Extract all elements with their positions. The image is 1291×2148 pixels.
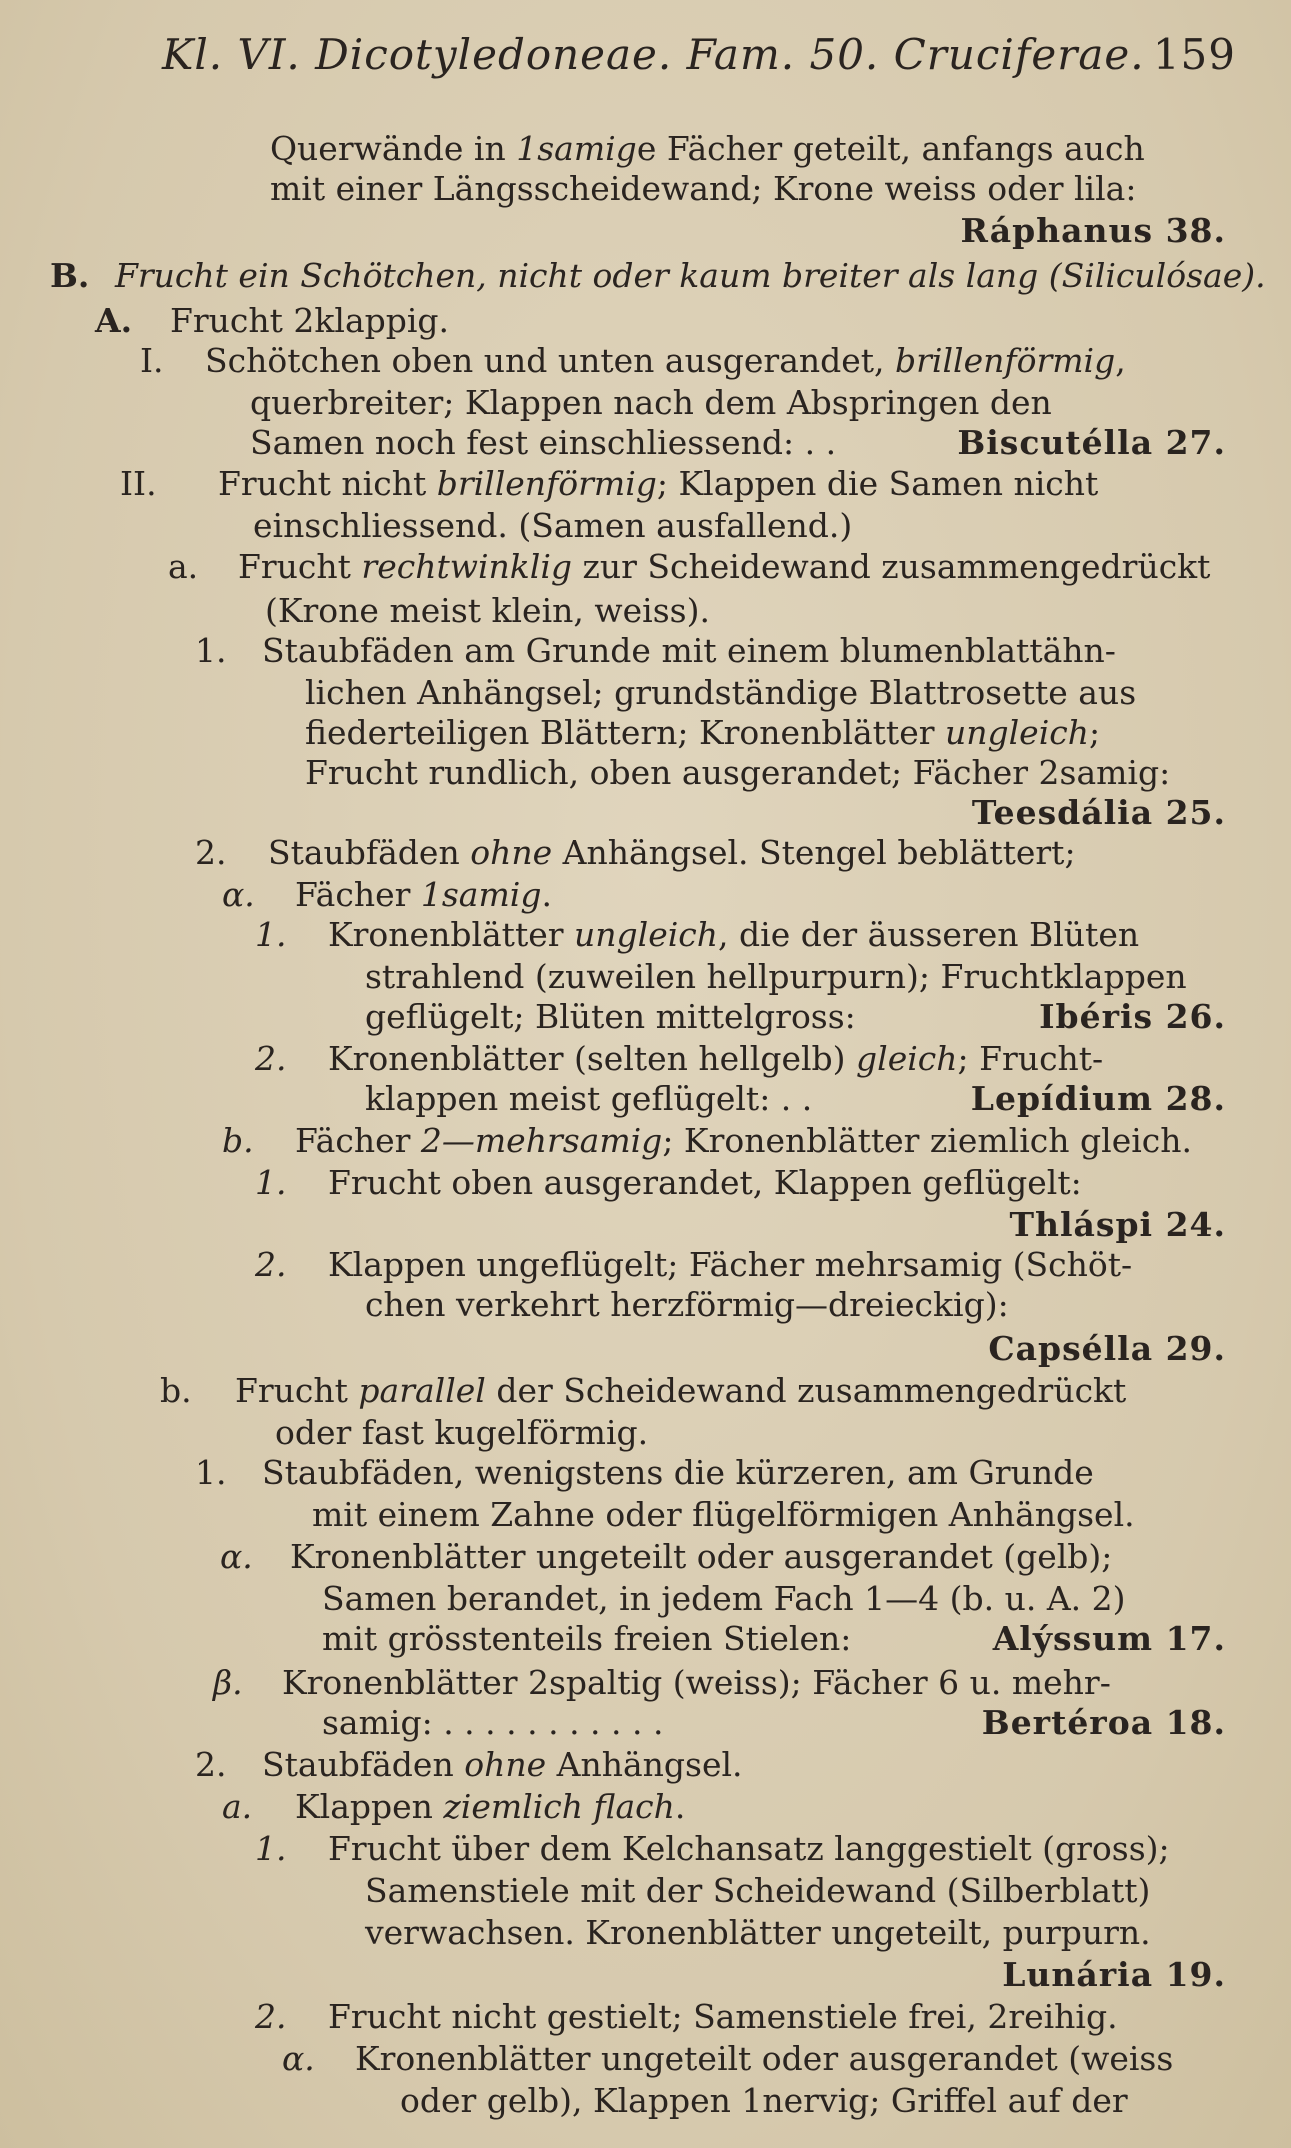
line-text: mit grösstenteils freien Stielen:	[322, 1619, 852, 1658]
line-text: fiederteiligen Blättern; Kronenblätter ungleich;	[305, 713, 1101, 752]
line-marker: 1.	[255, 915, 287, 954]
text-line	[0, 712, 1226, 754]
text-line	[0, 382, 1226, 424]
line-text: (Krone meist klein, weiss).	[265, 591, 710, 630]
line-marker: β.	[213, 1663, 243, 1702]
line-text: Frucht rechtwinklig zur Scheidewand zusammengedrückt	[238, 547, 1211, 586]
text-line	[0, 546, 1226, 588]
line-text: Staubfäden ohne Anhängsel. Stengel beblättert;	[268, 833, 1076, 872]
line-marker: α.	[220, 1537, 253, 1576]
genus-reference: Ráphanus 38.	[960, 211, 1226, 250]
text-line	[0, 1204, 1226, 1246]
text-line	[0, 1078, 1226, 1120]
line-marker: 1.	[255, 1163, 287, 1202]
text-line	[0, 128, 1226, 170]
genus-reference: Thláspi 24.	[1009, 1205, 1226, 1244]
line-text: chen verkehrt herzförmig—dreieckig):	[365, 1285, 1009, 1324]
text-line	[0, 874, 1226, 916]
text-line	[0, 752, 1226, 794]
text-line	[0, 422, 1226, 464]
text-line	[0, 1038, 1226, 1080]
text-line	[0, 1618, 1226, 1660]
line-marker: a.	[168, 547, 199, 586]
line-text: Frucht ein Schötchen, nicht oder kaum breiter als lang (Siliculósae).	[115, 256, 1266, 295]
line-marker: A.	[95, 301, 133, 340]
line-text: mit einer Längsscheidewand; Krone weiss oder lila:	[270, 169, 1137, 208]
text-line	[0, 792, 1226, 834]
genus-reference: Lepídium 28.	[970, 1079, 1226, 1118]
line-text: Frucht über dem Kelchansatz langgestielt (gross);	[328, 1829, 1170, 1868]
genus-reference: Lunária 19.	[1002, 1955, 1226, 1994]
line-marker: 2.	[255, 1997, 287, 2036]
line-text: Klappen ungeflügelt; Fächer mehrsamig (Schöt-	[328, 1245, 1133, 1284]
text-line	[0, 1162, 1226, 1204]
genus-reference: Teesdália 25.	[971, 793, 1226, 832]
text-line	[0, 505, 1226, 547]
line-marker: α.	[282, 2039, 315, 2078]
text-line	[0, 210, 1226, 252]
text-line	[0, 996, 1226, 1038]
genus-reference: Bertéroa 18.	[981, 1703, 1226, 1742]
text-line	[0, 1828, 1226, 1870]
text-line	[0, 1120, 1226, 1162]
genus-reference: Capsélla 29.	[988, 1329, 1226, 1368]
genus-reference: Alýssum 17.	[992, 1619, 1226, 1658]
text-line	[0, 956, 1226, 998]
line-marker: 2.	[255, 1245, 287, 1284]
line-marker: 1.	[255, 1829, 287, 1868]
line-text: Staubfäden am Grunde mit einem blumenblattähn-	[262, 631, 1116, 670]
text-line	[0, 2038, 1226, 2080]
line-marker: 1.	[195, 631, 227, 670]
line-text: oder gelb), Klappen 1nervig; Griffel auf der	[400, 2081, 1128, 2120]
line-text: Fächer 1samig.	[295, 875, 552, 914]
line-text: Frucht 2klappig.	[170, 301, 450, 340]
line-marker: 2.	[195, 833, 227, 872]
line-text: Klappen ziemlich flach.	[295, 1787, 686, 1826]
line-text: verwachsen. Kronenblätter ungeteilt, purpurn.	[365, 1913, 1151, 1952]
line-text: querbreiter; Klappen nach dem Abspringen den	[250, 383, 1052, 422]
line-text: Querwände in 1samige Fächer geteilt, anfangs auch	[270, 129, 1145, 168]
line-text: Fächer 2—mehrsamig; Kronenblätter ziemlich gleich.	[295, 1121, 1193, 1160]
text-line	[0, 1494, 1226, 1536]
line-marker: b.	[160, 1371, 192, 1410]
line-text: Frucht rundlich, oben ausgerandet; Fächer 2samig:	[305, 753, 1171, 792]
text-line	[0, 1244, 1226, 1286]
line-text: Samenstiele mit der Scheidewand (Silberblatt)	[365, 1871, 1151, 1910]
text-line	[0, 340, 1226, 382]
line-text: lichen Anhängsel; grundständige Blattrosette aus	[305, 673, 1137, 712]
line-marker: I.	[140, 341, 164, 380]
line-text: Kronenblätter ungeteilt oder ausgerandet (gelb);	[290, 1537, 1113, 1576]
text-line	[0, 590, 1226, 632]
line-text: Samen noch fest einschliessend: . .	[250, 423, 837, 462]
line-text: geflügelt; Blüten mittelgross:	[365, 997, 856, 1036]
text-line	[0, 168, 1226, 210]
text-line	[0, 1370, 1226, 1412]
text-line	[0, 1284, 1226, 1326]
line-text: einschliessend. (Samen ausfallend.)	[253, 506, 853, 545]
line-text: samig: . . . . . . . . . . .	[322, 1703, 664, 1742]
header-title: Kl. VI. Dicotyledoneae. Fam. 50. Cruciferae.	[162, 30, 1145, 79]
text-line	[0, 1536, 1226, 1578]
genus-reference: Biscutélla 27.	[957, 423, 1226, 462]
text-line	[0, 630, 1226, 672]
line-text: Kronenblätter ungeteilt oder ausgerandet (weiss	[355, 2039, 1174, 2078]
text-line	[0, 2080, 1226, 2122]
text-line	[0, 1786, 1226, 1828]
line-marker: 1.	[195, 1453, 227, 1492]
line-text: oder fast kugelförmig.	[275, 1413, 649, 1452]
text-line	[0, 1328, 1226, 1370]
text-line	[0, 255, 1266, 297]
line-marker: 2.	[195, 1745, 227, 1784]
line-text: Frucht nicht brillenförmig; Klappen die Samen nicht	[218, 464, 1099, 503]
genus-reference: Ibéris 26.	[1039, 997, 1226, 1036]
text-line	[0, 1996, 1226, 2038]
line-marker: B.	[50, 256, 90, 295]
text-line	[0, 914, 1226, 956]
text-line	[0, 672, 1226, 714]
text-line	[0, 1702, 1226, 1744]
text-line	[0, 1412, 1226, 1454]
line-marker: α.	[222, 875, 255, 914]
text-line	[0, 832, 1226, 874]
text-line	[0, 1870, 1226, 1912]
text-line	[0, 1452, 1226, 1494]
line-text: klappen meist geflügelt: . .	[365, 1079, 813, 1118]
line-text: strahlend (zuweilen hellpurpurn); Fruchtklappen	[365, 957, 1187, 996]
text-line	[0, 1662, 1226, 1704]
text-line	[0, 1912, 1226, 1954]
line-text: Samen berandet, in jedem Fach 1—4 (b. u. A. 2)	[322, 1579, 1126, 1618]
line-text: mit einem Zahne oder flügelförmigen Anhängsel.	[312, 1495, 1135, 1534]
line-text: Frucht oben ausgerandet, Klappen geflügelt:	[328, 1163, 1082, 1202]
line-text: Frucht parallel der Scheidewand zusammengedrückt	[235, 1371, 1127, 1410]
line-marker: b.	[222, 1121, 254, 1160]
line-text: Staubfäden, wenigstens die kürzeren, am Grunde	[262, 1453, 1094, 1492]
line-text: Kronenblätter (selten hellgelb) gleich; Frucht-	[328, 1039, 1104, 1078]
line-text: Schötchen oben und unten ausgerandet, brillenförmig,	[205, 341, 1126, 380]
line-text: Kronenblätter ungleich, die der äusseren Blüten	[328, 915, 1140, 954]
text-line	[0, 1578, 1226, 1620]
line-marker: a.	[222, 1787, 253, 1826]
text-line	[0, 463, 1226, 505]
line-text: Staubfäden ohne Anhängsel.	[262, 1745, 743, 1784]
page-number: 159	[1152, 30, 1236, 79]
running-header	[150, 30, 1236, 90]
text-line	[0, 300, 1226, 342]
line-text: Frucht nicht gestielt; Samenstiele frei, 2reihig.	[328, 1997, 1118, 2036]
text-line	[0, 1744, 1226, 1786]
text-line	[0, 1954, 1226, 1996]
line-marker: II.	[120, 464, 157, 503]
line-text: Kronenblätter 2spaltig (weiss); Fächer 6 u. mehr-	[282, 1663, 1111, 1702]
line-marker: 2.	[255, 1039, 287, 1078]
